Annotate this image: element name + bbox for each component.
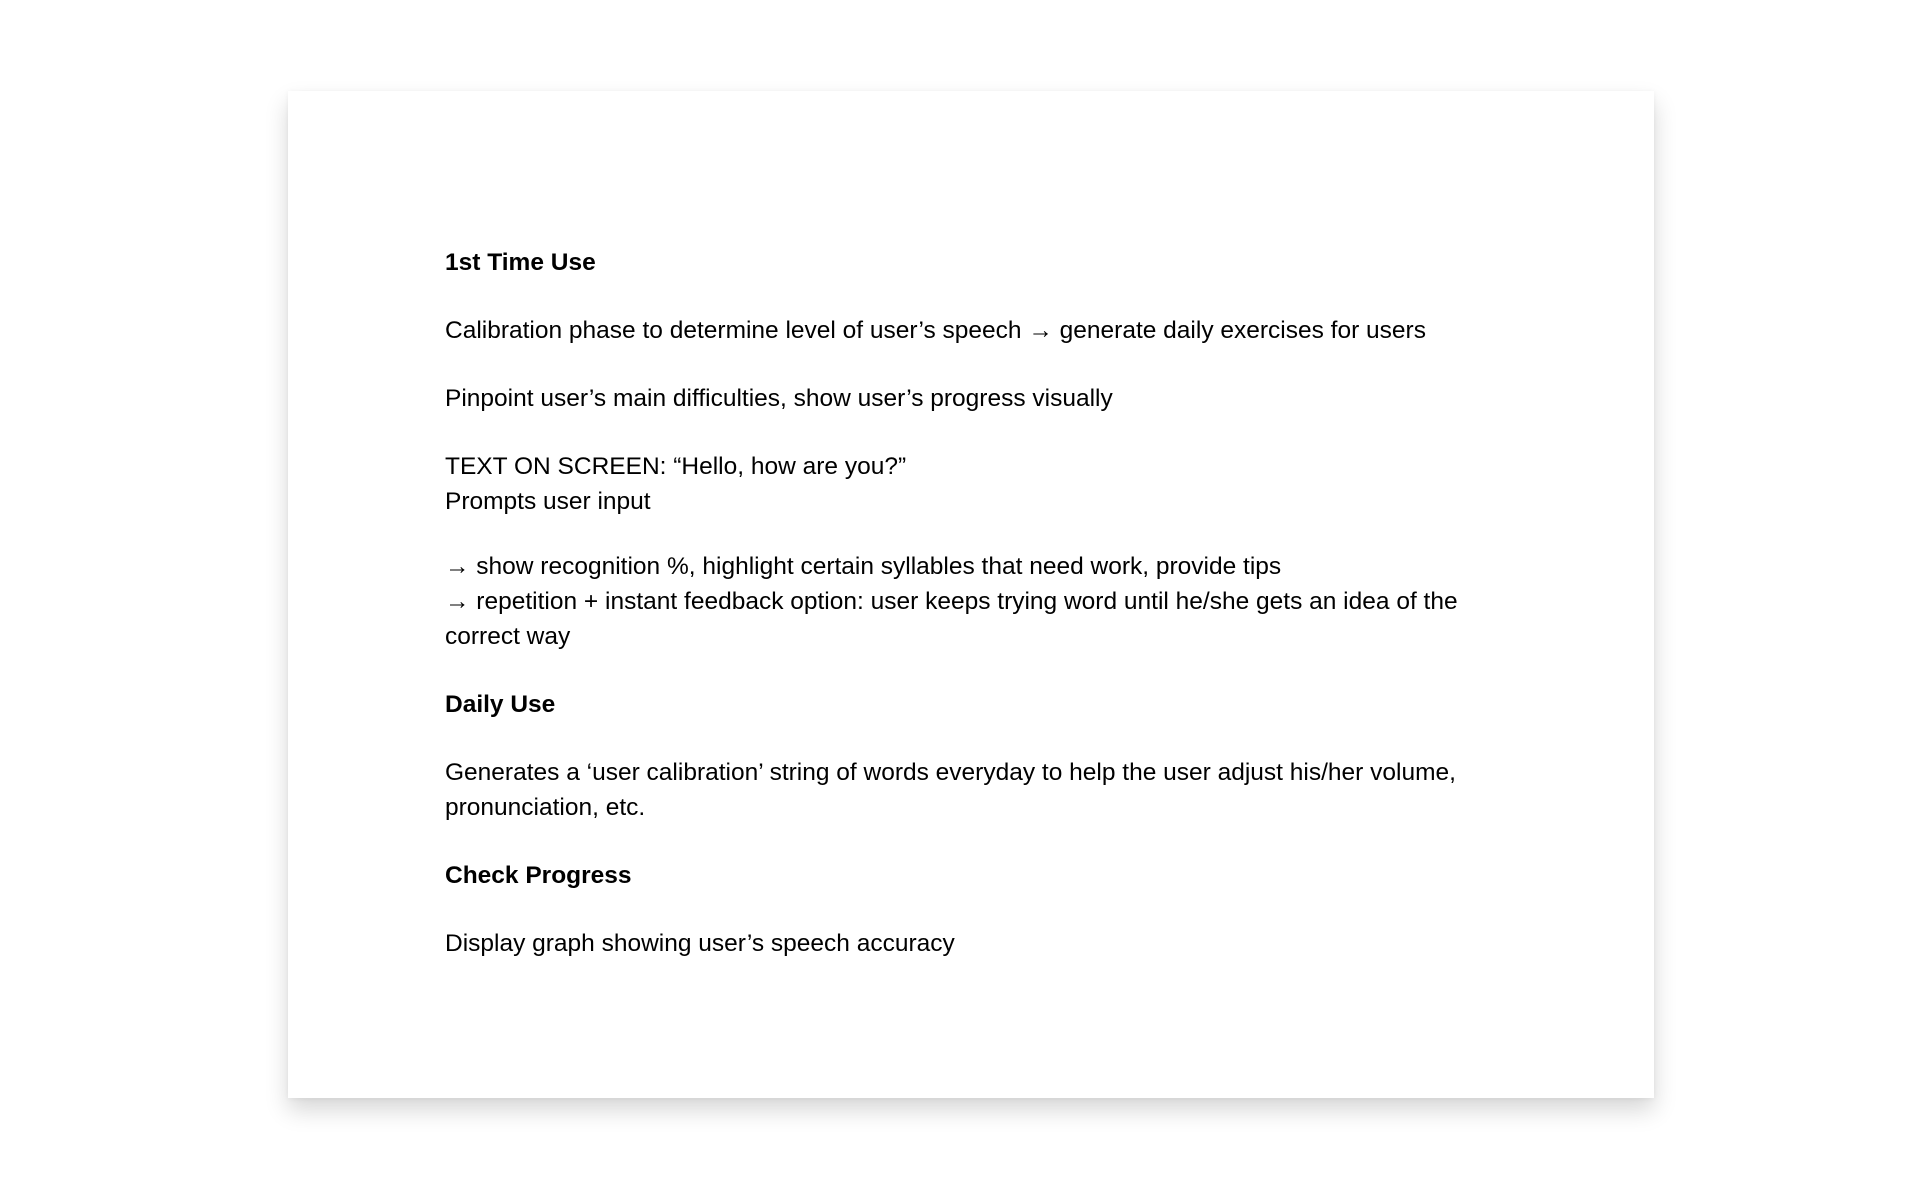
paragraph-display-graph: Display graph showing user’s speech accuracy bbox=[445, 930, 955, 957]
paragraph-user-calibration-string: Generates a ‘user calibration’ string of words everyday to help the user adjust his/her volume, pronunciation, etc. bbox=[445, 759, 1456, 821]
document-page bbox=[288, 91, 1654, 1098]
paragraph-pinpoint-difficulties: Pinpoint user’s main difficulties, show user’s progress visually bbox=[445, 385, 1113, 412]
arrow-item-show-recognition: → show recognition %, highlight certain syllables that need work, provide tips bbox=[445, 553, 1282, 580]
section-heading-first-time-use: 1st Time Use bbox=[445, 249, 596, 276]
paragraph-prompts-user-input: Prompts user input bbox=[445, 488, 651, 515]
arrow-item-repetition-feedback: → repetition + instant feedback option: user keeps trying word until he/she gets an idea of the correct way bbox=[445, 588, 1458, 650]
section-heading-daily-use: Daily Use bbox=[445, 691, 556, 718]
section-heading-check-progress: Check Progress bbox=[445, 862, 632, 889]
paragraph-calibration-phase: Calibration phase to determine level of user’s speech → generate daily exercises for users bbox=[445, 317, 1426, 344]
paragraph-text-on-screen: TEXT ON SCREEN: “Hello, how are you?” bbox=[445, 453, 907, 480]
document-body bbox=[445, 245, 1485, 961]
